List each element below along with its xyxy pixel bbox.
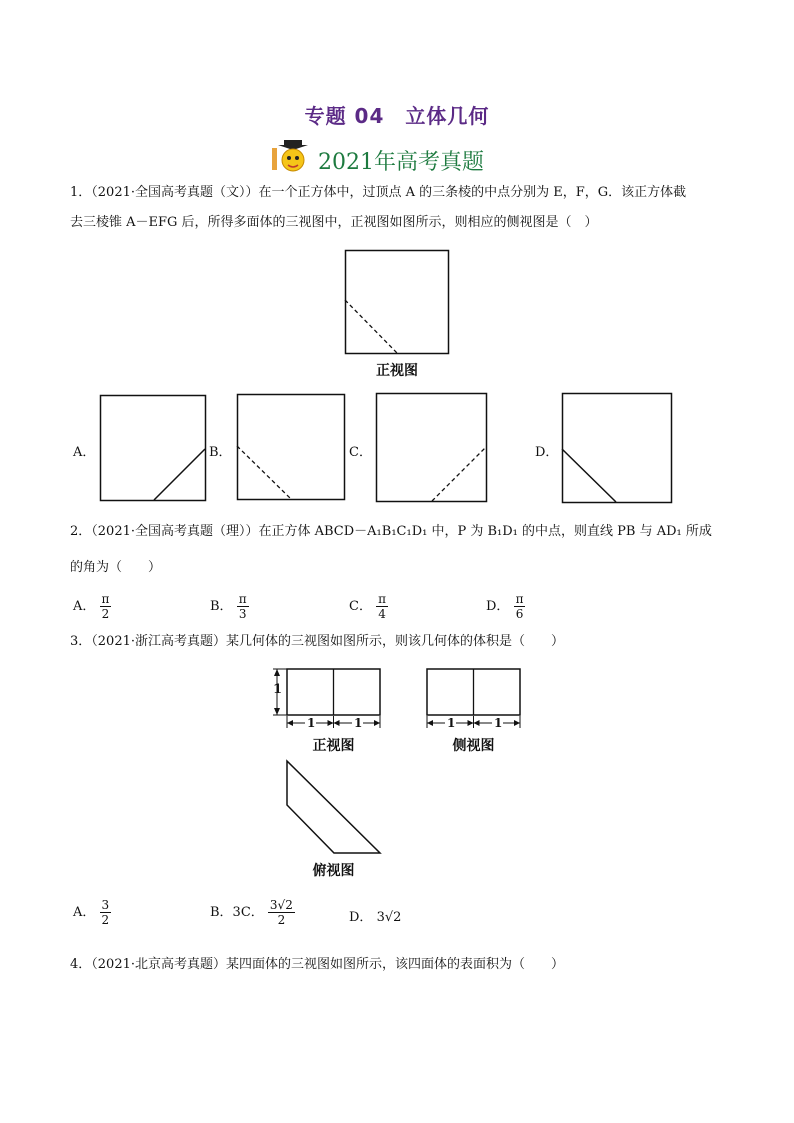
q3-option-a[interactable] — [73, 898, 111, 927]
q3-option-a-fraction: $\frac{3}{2}$ — [101, 898, 110, 927]
q1-option-d-label[interactable]: D． — [535, 445, 559, 460]
page-title: 专题 04 立体几何 — [304, 104, 490, 128]
q3-front-height-dim: 1 — [273, 682, 283, 697]
q2-option-b-fraction: $\frac{\pi}{3}$ — [238, 592, 247, 621]
q2-option-d[interactable] — [486, 592, 525, 621]
q1-option-b-label[interactable]: B． — [209, 445, 232, 460]
q3-option-a-label: A． — [73, 905, 96, 920]
question-3-line-1: 3．（2021·浙江高考真题）某几何体的三视图如图所示，则该几何体的体积是（ ） — [70, 634, 564, 649]
q2-option-d-fraction: $\frac{\pi}{6}$ — [515, 592, 524, 621]
q2-option-a[interactable] — [73, 592, 111, 621]
question-1-line-2: 去三棱锥 A－EFG 后，所得多面体的三视图中，正视图如图所示，则相应的侧视图是（ ） — [70, 215, 598, 230]
question-1-line-1: 1．（2021·全国高考真题（文））在一个正方体中，过顶点 A 的三条棱的中点分别为 E，F，G．该正方体截 — [70, 185, 687, 200]
q3-option-bc-label: B．3C． — [210, 905, 264, 920]
question-2-line-2: 的角为（ ） — [70, 560, 162, 575]
logo-mascot — [270, 138, 312, 176]
q1-option-b-figure[interactable] — [237, 394, 345, 500]
q3-side-view-figure — [424, 666, 524, 730]
q3-side-view-label: 侧视图 — [452, 738, 495, 754]
q1-option-d-figure[interactable] — [562, 393, 672, 503]
question-2-line-1: 2．（2021·全国高考真题（理））在正方体 ABCD－A₁B₁C₁D₁ 中，P 为 B₁D₁ 的中点，则直线 PB 与 AD₁ 所成 — [70, 524, 712, 539]
q2-option-b-label: B． — [210, 599, 233, 614]
q2-option-a-label: A． — [73, 599, 96, 614]
q3-side-width-dim-1: 1 — [447, 716, 456, 730]
q1-front-view-label: 正视图 — [376, 363, 418, 379]
q1-option-a-figure[interactable] — [100, 395, 206, 501]
q3-top-view-label: 俯视图 — [312, 863, 355, 879]
q3-top-view-figure — [284, 758, 384, 856]
q3-option-b-c[interactable] — [210, 898, 295, 927]
q3-option-d-value: 3√2 — [376, 910, 402, 925]
q1-front-view-figure — [345, 250, 449, 354]
q2-option-c[interactable] — [349, 592, 388, 621]
q3-option-c-fraction: $\frac{3√2}{2}$ — [269, 898, 293, 927]
page-subtitle: 2021年高考真题 — [318, 150, 484, 175]
q2-option-c-fraction: $\frac{\pi}{4}$ — [378, 592, 386, 621]
q2-option-a-fraction: $\frac{\pi}{2}$ — [101, 592, 110, 621]
q1-option-a-label[interactable]: A． — [73, 445, 96, 460]
q3-option-d-label: D． — [349, 910, 373, 925]
q3-front-width-dim-2: 1 — [354, 716, 363, 730]
q3-front-view-figure — [270, 666, 385, 730]
q3-front-view-label: 正视图 — [312, 738, 355, 754]
q2-option-d-label: D． — [486, 599, 510, 614]
q1-option-c-figure[interactable] — [376, 393, 487, 502]
question-4-line-1: 4．（2021·北京高考真题）某四面体的三视图如图所示，该四面体的表面积为（ ） — [70, 957, 564, 972]
q1-option-c-label[interactable]: C． — [349, 445, 372, 460]
q2-option-c-label: C． — [349, 599, 372, 614]
q3-side-width-dim-2: 1 — [494, 716, 503, 730]
mascot-icon — [270, 138, 312, 176]
q3-front-width-dim-1: 1 — [307, 716, 316, 730]
q2-option-b[interactable] — [210, 592, 249, 621]
q3-option-d[interactable] — [349, 906, 401, 925]
